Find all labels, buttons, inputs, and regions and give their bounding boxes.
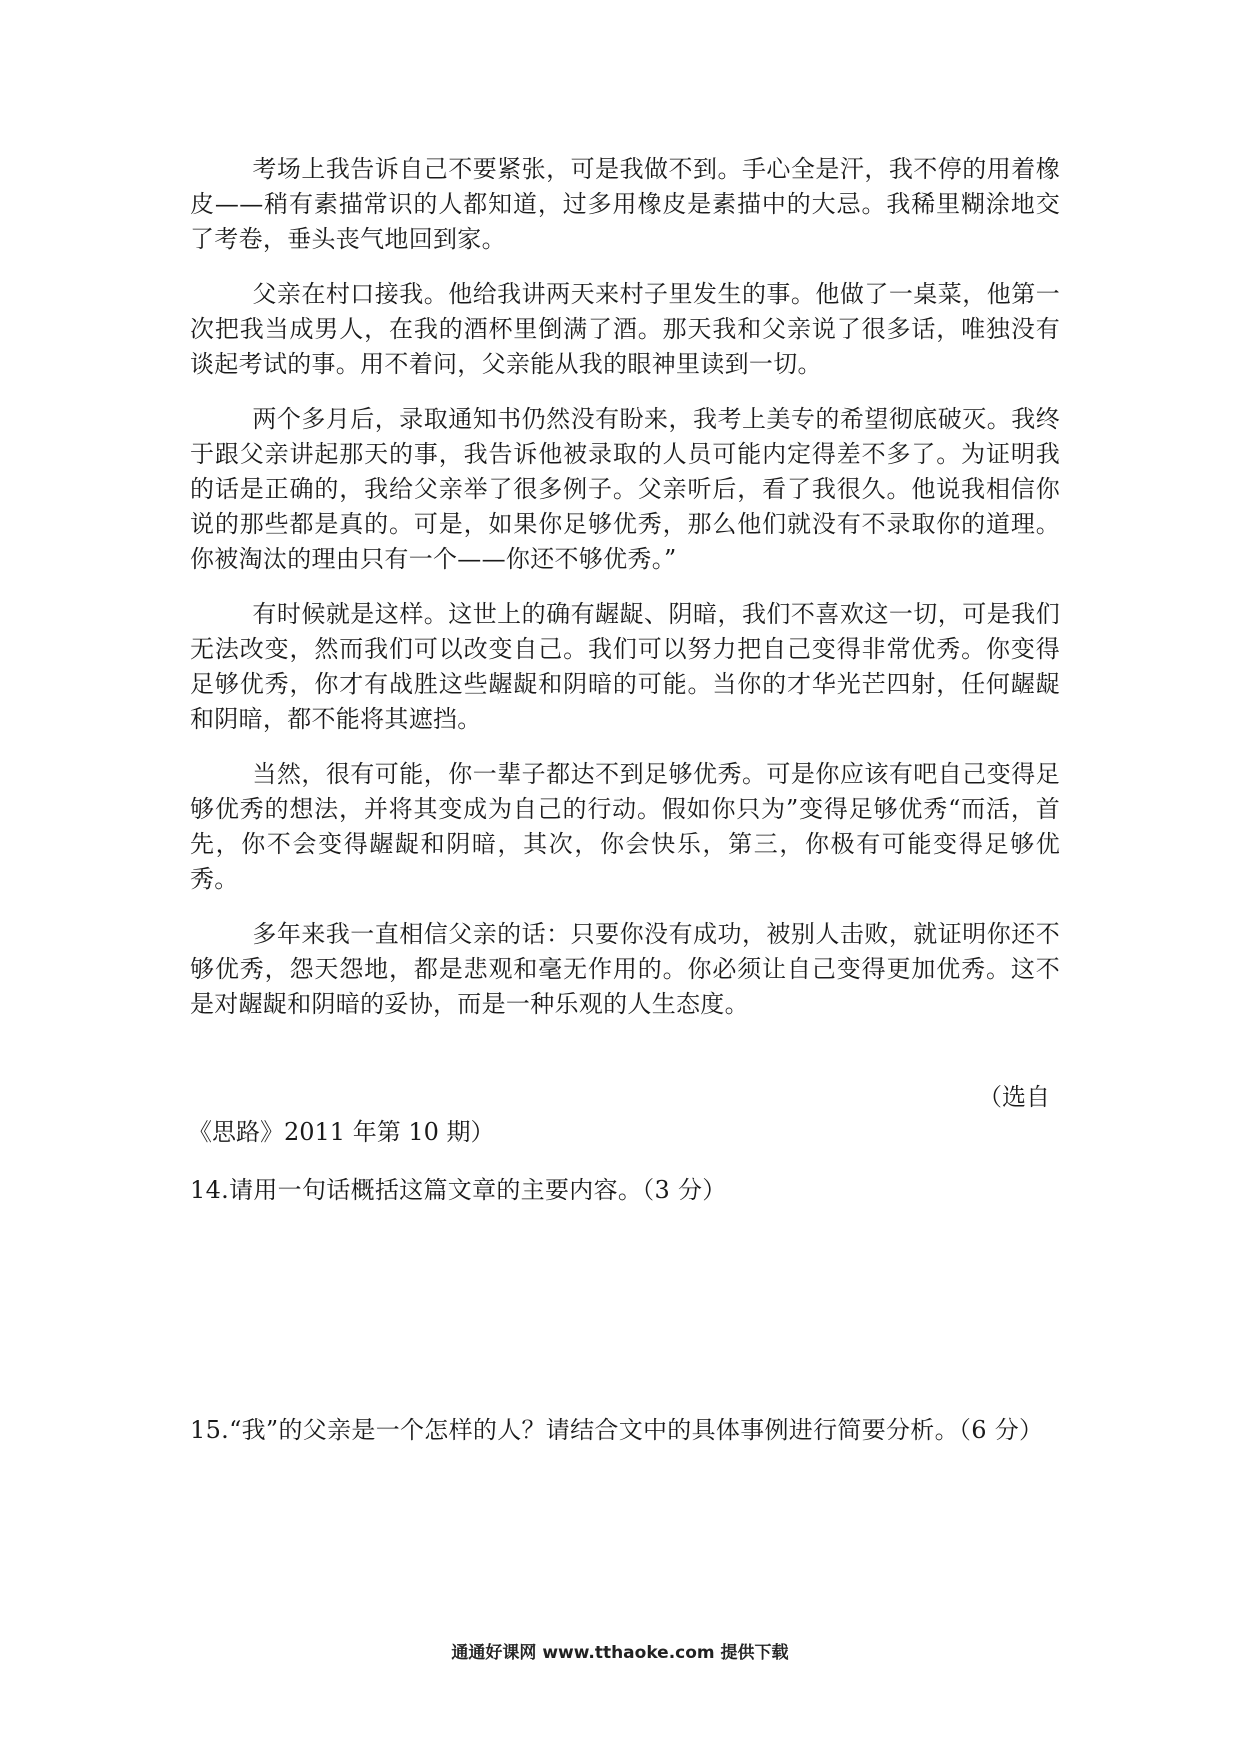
source-citation-end: 《思路》2011 年第 10 期） xyxy=(188,1118,495,1146)
question-14: 14.请用一句话概括这篇文章的主要内容。（3 分） xyxy=(190,1176,727,1204)
paragraph-conclusion: 多年来我一直相信父亲的话：只要你没有成功，被别人击败，就证明你还不够优秀，怨天怨地，都是悲观和毫无作用的。你必须让自己变得更加优秀。这不是对龌龊和阴暗的妥协，而是一种乐观的人生态度。 xyxy=(190,920,1060,1018)
footer-credit: 通通好课网 www.tthaoke.com 提供下载 xyxy=(451,1643,789,1663)
paragraph-admission: 两个多月后，录取通知书仍然没有盼来，我考上美专的希望彻底破灭。我终于跟父亲讲起那天的事，我告诉他被录取的人员可能内定得差不多了。为证明我的话是正确的，我给父亲举了很多例子。父亲听后，看了我很久。他说我相信你说的那些都是真的。可是，如果你足够优秀，那么他们就没有不录取你的道理。你被淘汰的理由只有一个——你还不够优秀。” xyxy=(190,405,1060,573)
paragraph-exam: 考场上我告诉自己不要紧张，可是我做不到。手心全是汗，我不停的用着橡皮——稍有素描常识的人都知道，过多用橡皮是素描中的大忌。我稀里糊涂地交了考卷，垂头丧气地回到家。 xyxy=(190,155,1060,253)
paragraph-father-village: 父亲在村口接我。他给我讲两天来村子里发生的事。他做了一桌菜，他第一次把我当成男人，在我的酒杯里倒满了酒。那天我和父亲说了很多话，唯独没有谈起考试的事。用不着问，父亲能从我的眼神里读到一切。 xyxy=(190,280,1060,378)
source-citation-start: （选自 xyxy=(978,1083,1050,1111)
paragraph-possibility: 当然，很有可能，你一辈子都达不到足够优秀。可是你应该有吧自己变得足够优秀的想法，并将其变成为自己的行动。假如你只为”变得足够优秀“而活，首先，你不会变得龌龊和阴暗，其次，你会快乐，第三，你极有可能变得足够优秀。 xyxy=(190,760,1060,893)
question-15: 15.“我”的父亲是一个怎样的人？请结合文中的具体事例进行简要分析。（6 分） xyxy=(190,1416,1044,1444)
paragraph-reflection: 有时候就是这样。这世上的确有龌龊、阴暗，我们不喜欢这一切，可是我们无法改变，然而我们可以改变自己。我们可以努力把自己变得非常优秀。你变得足够优秀，你才有战胜这些龌龊和阴暗的可能。当你的才华光芒四射，任何龌龊和阴暗，都不能将其遮挡。 xyxy=(190,600,1060,733)
